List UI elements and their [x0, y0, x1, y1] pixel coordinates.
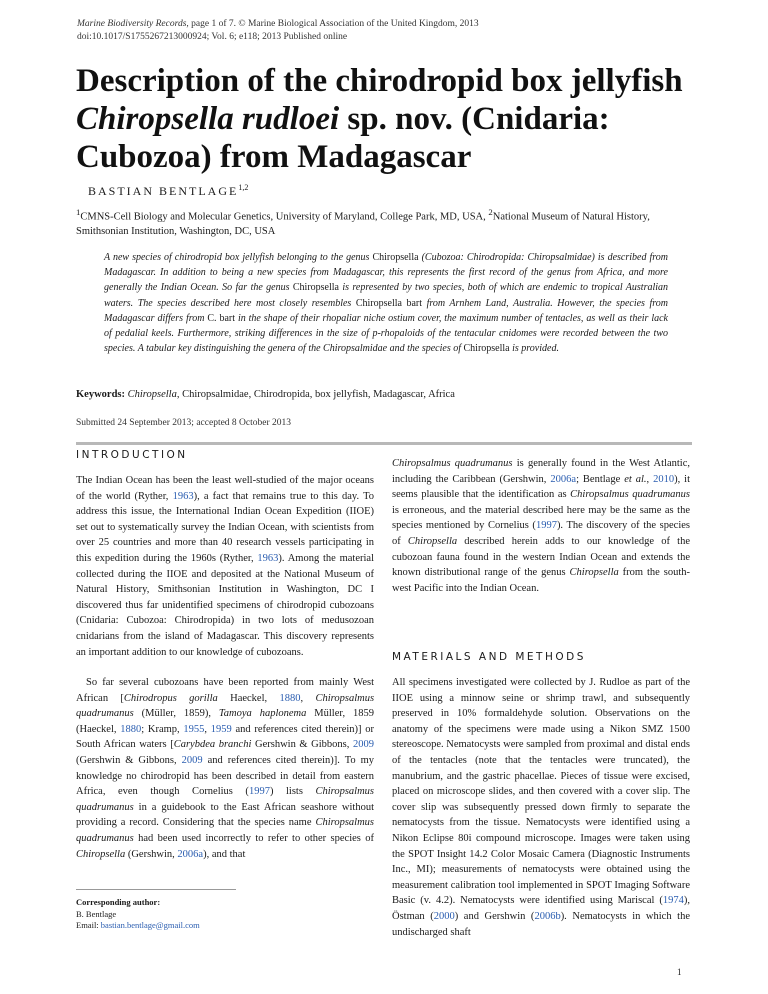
citation-link[interactable]: 1963 — [257, 552, 279, 564]
footnote-divider — [76, 889, 236, 890]
citation-link[interactable]: 2009 — [181, 754, 203, 766]
methods-paragraph: All specimens investigated were collected by J. Rudloe as part of the IIOE using a minnow seine or shrimp trawl, and subsequently preserved in 10% formaldehyde solution. Observations on the anatomy of the specimens were made using a Nikon SMZ 1500 stereoscope. Nematocysts were sampled from proximal and distal ends of the tentacles (note that the tentacles were truncated), the manubrium, and the gastric phacellae. Pieces of tissue were excised, placed on microscope slides, and then covered with a cover slip. The cover slip was subsequently pressed down firmly to separate the nematocysts from the tissue. Nematocysts were identified using a Nikon Eclipse 80i compound microscope. Images were taken using the SPOT Insight 14.2 Color Mosaic Camera (Diagnostic Instruments Inc., MI); measurements of nematocysts were obtained using the measurement calibration tool implemented in SPOT Imaging Software Basic (v. 4.2). Nematocysts were identified using Mariscal (1974), Östman (2000) and Gershwin (2006b). Nematocysts in which the undischarged shaft — [392, 677, 690, 938]
author-name: BASTIAN BENTLAGE$^{1,2}$ — [88, 183, 249, 198]
citation-link[interactable]: 1880 — [279, 692, 301, 704]
citation-link[interactable]: 1955 — [183, 723, 205, 735]
submission-dates: Submitted 24 September 2013; accepted 8 October 2013 — [76, 418, 292, 428]
header-line-2: doi:10.1017/S1755267213000924; Vol. 6; e118; 2013 Published online — [77, 32, 348, 42]
intro-paragraph-1: The Indian Ocean has been the least well-studied of the major oceans of the world (Ryther, 1963), a fact that remains true to this day. To address this issue, the International Indian Ocean Expedition (IIOE) set out to systematically survey the Indian Ocean, with scientists from over 25 countries and more than 40 research vessels participating in this expedition during the 1960s (Ryther, 1963). Among the material collected during the IIOE and deposited at the National Museum of Natural History, Smithsonian Institution in Washington, DC I discovered thus far unidentified specimens of chirodropid cubozoans (Cnidaria: Cubozoa: Chirodropida) in two lots of medusozoan cnidarians from the island of Madagascar. This discovery represents an important addition to our knowledge of cubozoans. — [76, 475, 375, 658]
citation-link[interactable]: 1974 — [662, 895, 684, 907]
citation-link[interactable]: 2006a — [550, 473, 577, 485]
running-header — [77, 18, 479, 44]
intro-continued-paragraph: Chiropsalmus quadrumanus is generally found in the West Atlantic, including the Caribbean (Gershwin, 2006a; Bentlage et al., 2010), it seems plausible that the identification as Chiropsalmus quadrumanus is erroneous, and the material described here may be the same as the species mentioned by Cornelius (1997). The discovery of the species of Chiropsella described herein adds to our knowledge of the cubozoan fauna found in the western Indian Ocean and extends the known distributional range of the genus Chiropsella from the south-west Pacific into the Indian Ocean. — [392, 458, 691, 594]
citation-link[interactable]: 2009 — [353, 739, 375, 751]
citation-link[interactable]: 2006a — [177, 848, 204, 860]
intro-paragraph-2: So far several cubozoans have been reported from mainly West African [Chirodropus gorilla Haeckel, 1880, Chiropsalmus quadrumanus (Müller, 1859), Tamoya haplonema Müller, 1859 (Haeckel, 1880; Kramp, 1955, 1959 and references cited therein)] or South African waters [Carybdea branchi Gershwin & Gibbons, 2009 (Gershwin & Gibbons, 2009 and references cited therein)]. To my knowledge no chirodropid has been described in detail from eastern Africa, even though Cornelius (1997) lists Chiropsalmus quadrumanus in a guidebook to the East African seashore without providing a record. Considering that the species name Chiropsalmus quadrumanus had been used incorrectly to refer to other species of Chiropsella (Gershwin, 2006a), and that — [76, 677, 375, 860]
citation-link[interactable]: 2000 — [433, 910, 455, 922]
citation-link[interactable]: 1963 — [172, 490, 194, 502]
header-line-1: Marine Biodiversity Records, page 1 of 7. © Marine Biological Association of the United Kingdom, 2013 — [77, 19, 479, 29]
abstract: A new species of chirodropid box jellyfish belonging to the genus Chiropsella (Cubozoa: Chirodropida: Chiropsalmidae) is described from Madagascar. In addition to being a new species from Madagascar, this represents the first record of the genus from Africa, and more generally the Indian Ocean. So far the genus Chiropsella is represented by two species, both of which are endemic to tropical Australian waters. The species described here most closely resembles Chiropsella bart from Arnhem Land, Australia. However, the species from Madagascar differs from C. bart in the shape of their rhopaliar niche ostium cover, the maximum number of tentacles, as well as their lack of pedalial keels. Furthermore, striking differences in the size of p-rhopaloids of the tentacular cnidomes were recorded between the two species. A tabular key distinguishing the genera of the Chiropsalmidae and the species of Chiropsella is provided. — [104, 252, 669, 355]
citation-link[interactable]: 2010 — [653, 473, 675, 485]
affiliations: $^1$CMNS-Cell Biology and Molecular Genetics, University of Maryland, College Park, MD, USA, $^2$National Museum of Natural History, Smithsonian Institution, Washington, DC, USA — [76, 207, 650, 237]
page-number: 1 — [677, 967, 682, 977]
section-heading-methods: MATERIALS AND METHODS — [392, 651, 586, 663]
section-heading-introduction: INTRODUCTION — [76, 449, 188, 461]
citation-link[interactable]: 1997 — [535, 520, 557, 532]
corresponding-author: Corresponding author: B. Bentlage Email: bastian.bentlage@gmail.com — [76, 897, 200, 930]
keywords: Keywords: Chiropsella, Chiropsalmidae, Chirodropida, box jellyfish, Madagascar, Africa — [76, 389, 455, 400]
citation-link[interactable]: 1997 — [248, 786, 270, 798]
citation-link[interactable]: 1959 — [210, 723, 232, 735]
citation-link[interactable]: 2006b — [534, 910, 561, 922]
citation-link[interactable]: 1880 — [120, 723, 142, 735]
email-link[interactable]: bastian.bentlage@gmail.com — [100, 920, 200, 930]
paper-title: Description of the chirodropid box jellyfish Chiropsella rudloei sp. nov. (Cnidaria: Cubozoa) from Madagascar — [76, 63, 683, 175]
divider — [76, 442, 692, 445]
